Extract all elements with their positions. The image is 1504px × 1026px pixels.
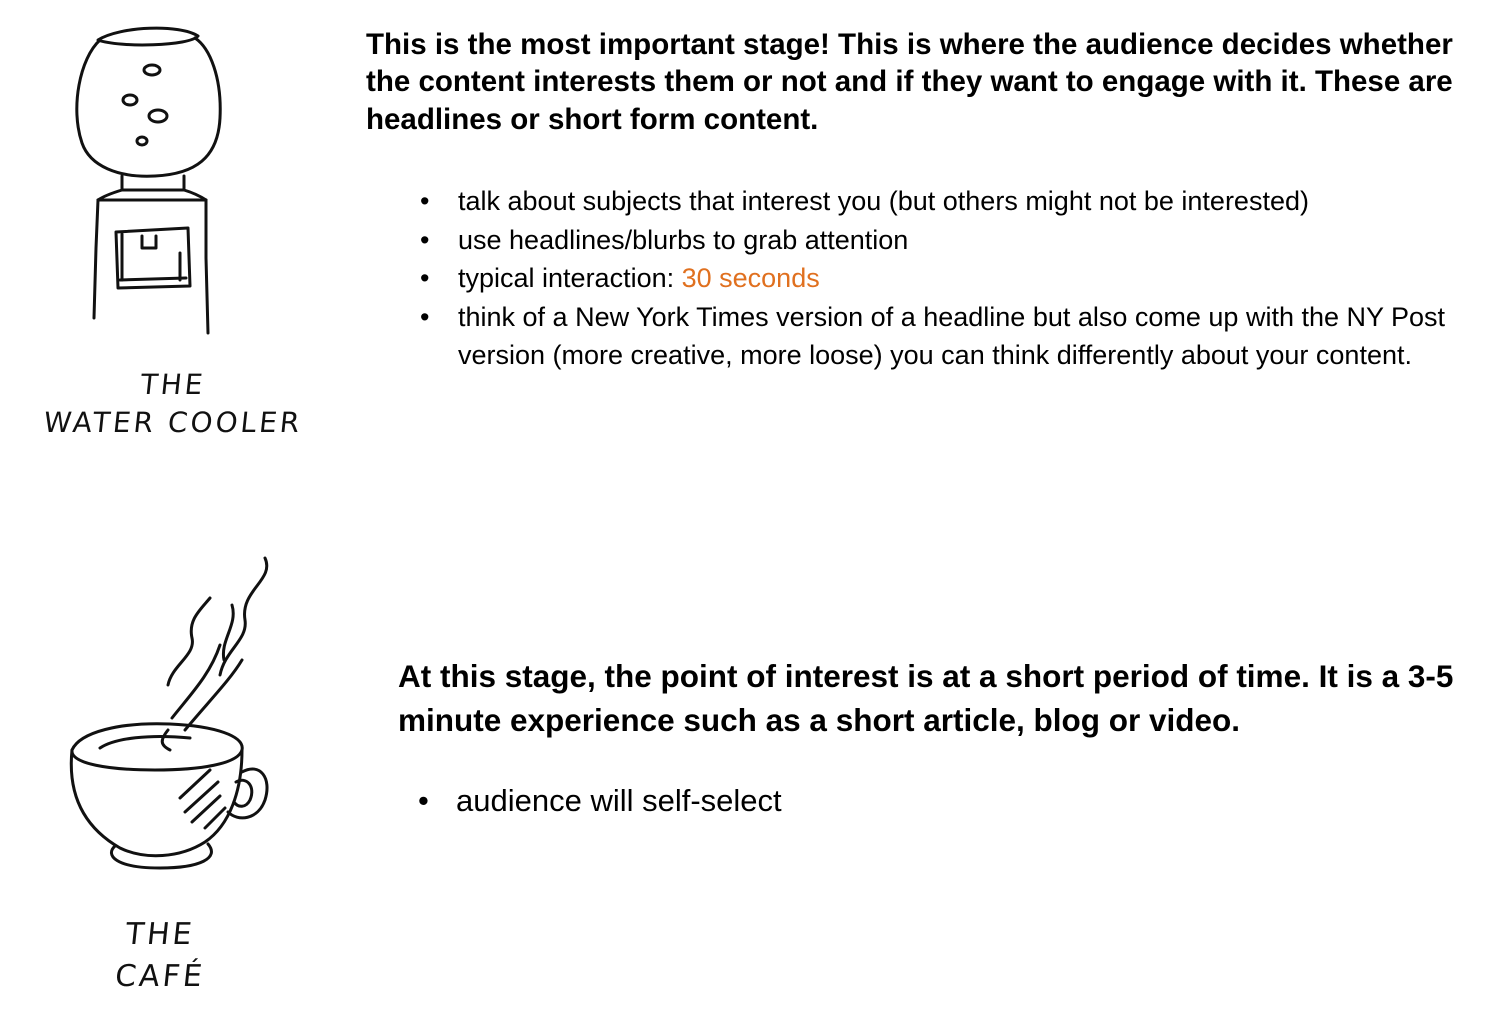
cafe-label xyxy=(70,915,250,997)
water-cooler-icon xyxy=(60,18,240,338)
bullet-text: audience will self-select xyxy=(456,782,782,818)
interaction-time-highlight: 30 seconds xyxy=(681,263,820,294)
list-item xyxy=(420,259,1480,298)
cafe-lead: At this stage, the point of interest is at a short period of time. It is a 3-5 minute experience such as a short article, blog or video. xyxy=(398,658,1454,738)
water-cooler-lead: This is the most important stage! This is where the audience decides whether the content interests them or not and if they want to engage with it. These are headlines or short form content. xyxy=(366,28,1453,136)
water-cooler-section xyxy=(0,0,1504,470)
bullet-text: talk about subjects that interest you (but others might not be interested) xyxy=(458,186,1309,217)
water-cooler-text xyxy=(366,26,1486,375)
list-item xyxy=(418,781,1488,821)
water-cooler-label-line1: THE xyxy=(138,368,208,401)
cafe-section xyxy=(0,540,1504,1026)
water-cooler-label xyxy=(8,368,338,440)
cafe-text xyxy=(398,655,1488,821)
list-item xyxy=(420,298,1480,375)
cafe-label-line1: THE xyxy=(123,917,197,952)
list-item xyxy=(420,221,1480,260)
water-cooler-bullet-list xyxy=(420,182,1480,375)
cafe-bullet-list xyxy=(418,781,1488,821)
water-cooler-label-line2: WATER COOLER xyxy=(41,406,305,439)
bullet-text: typical interaction: xyxy=(458,263,682,294)
bullet-text: use headlines/blurbs to grab attention xyxy=(458,224,909,255)
bullet-text: think of a New York Times version of a headline but also come up with the NY Post version (more creative, more loose) you can think differently about your content. xyxy=(458,301,1446,371)
cafe-label-line2: CAFÉ xyxy=(113,959,207,994)
list-item xyxy=(420,182,1480,221)
coffee-cup-icon xyxy=(60,550,280,880)
